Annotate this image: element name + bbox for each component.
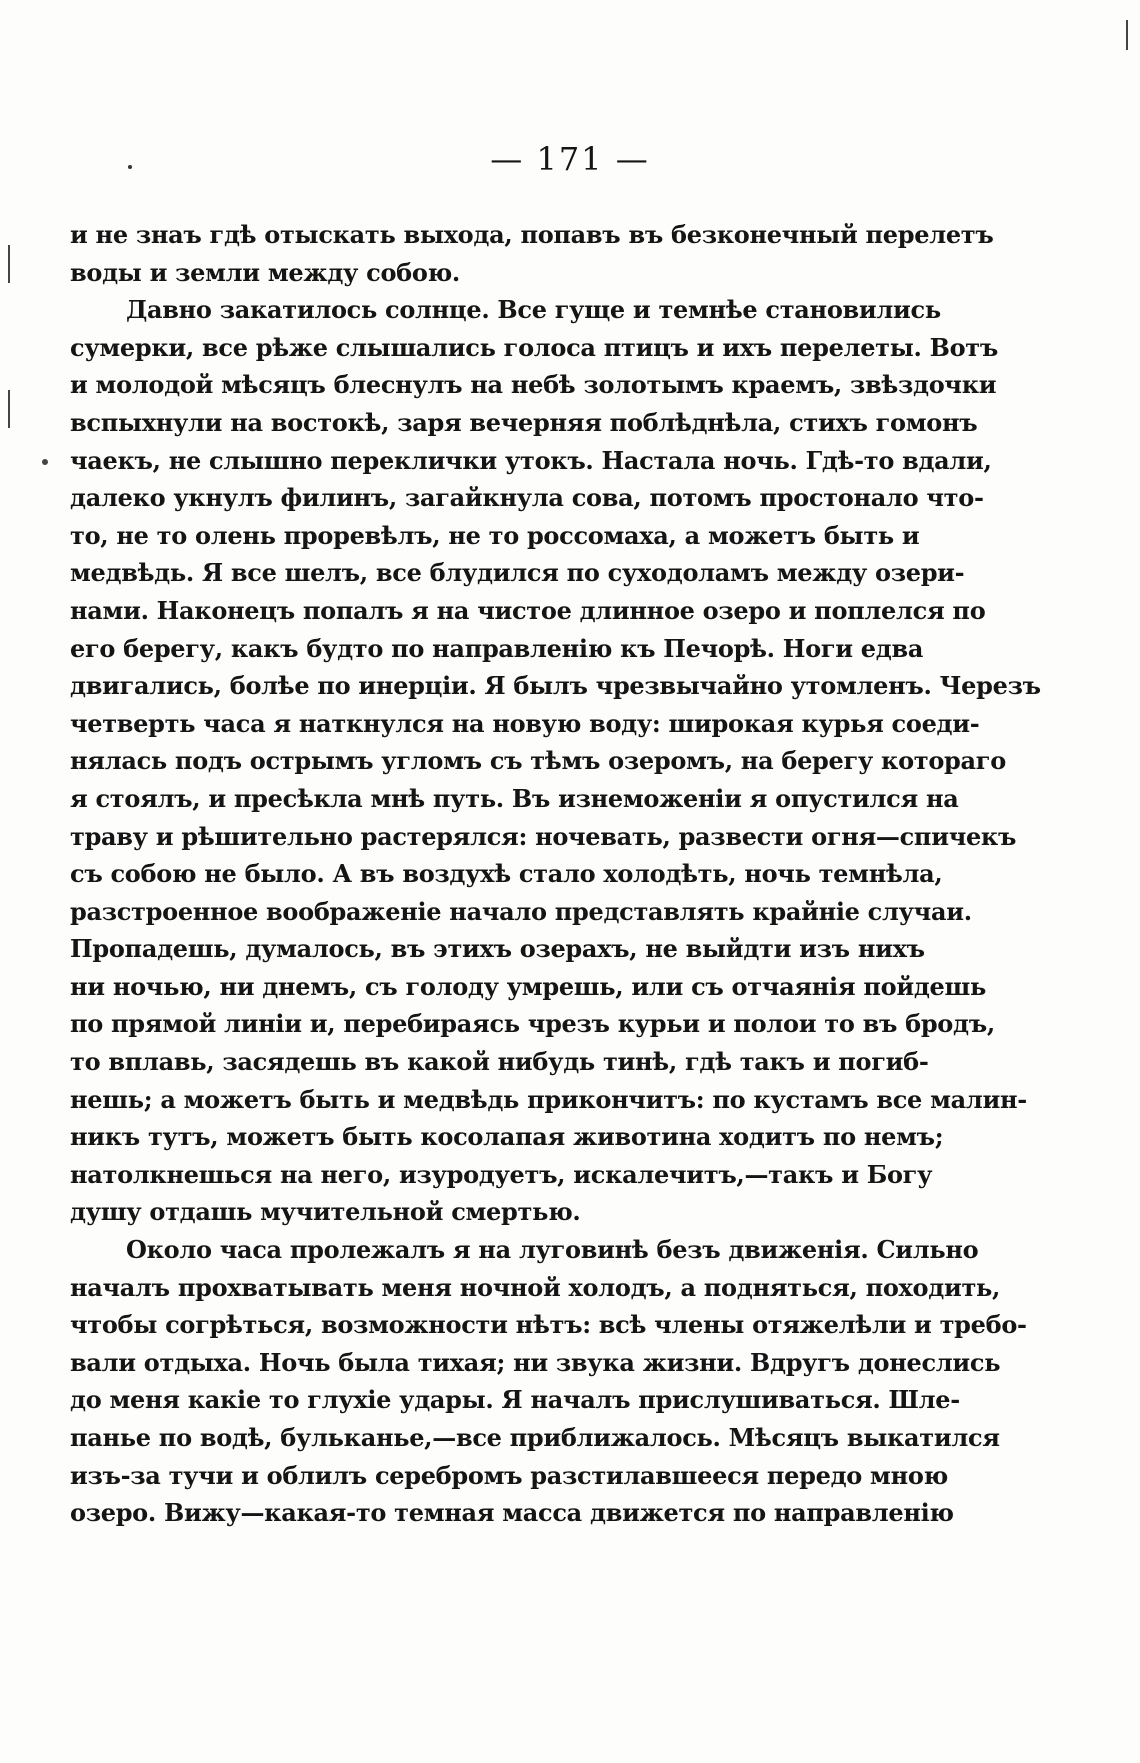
page-number: — 171 — [490, 140, 650, 178]
text-line: до меня какіе то глухіе удары. Я началъ прислушиваться. Шле- [70, 1385, 960, 1415]
text-line: съ собою не было. А въ воздухѣ стало холодѣть, ночь темнѣла, [70, 859, 943, 889]
body-text [70, 216, 1041, 1532]
text-line: и не знаъ гдѣ отыскать выхода, попавъ въ безконечный перелетъ [70, 220, 994, 249]
text-line: натолкнешься на него, изуродуетъ, искалечитъ,—такъ и Богу [70, 1159, 933, 1189]
text-line: вали отдыха. Ночь была тихая; ни звука жизни. Вдругъ донеслись [70, 1347, 1001, 1377]
text-line: воды и земли между собою. [70, 257, 460, 287]
text-line: Давно закатилось солнце. Все гуще и темнѣе становились [126, 295, 941, 325]
text-line: вспыхнули на востокѣ, заря вечерняя поблѣднѣла, стихъ гомонъ [70, 407, 978, 437]
margin-mark-bullet [42, 459, 48, 465]
text-line: я стоялъ, и пресѣкла мнѣ путь. Въ изнеможеніи я опустился на [70, 783, 959, 813]
text-line: медвѣдь. Я все шелъ, все блудился по суходоламъ между озери- [70, 558, 965, 588]
text-line: то вплавь, засядешь въ какой нибудь тинѣ, гдѣ такъ и погиб- [70, 1047, 929, 1077]
margin-mark-left-middle [8, 390, 10, 428]
text-line: далеко укнулъ филинъ, загайкнула сова, потомъ простонало что- [70, 483, 984, 513]
text-line: озеро. Вижу—какая-то темная масса движется по направленію [70, 1498, 954, 1528]
text-line: и молодой мѣсяцъ блеснулъ на небѣ золотымъ краемъ, звѣздочки [70, 370, 997, 400]
text-line: Около часа пролежалъ я на луговинѣ безъ движенія. Сильно [126, 1235, 979, 1265]
text-line: Пропадешь, думалось, въ этихъ озерахъ, не выйдти изъ нихъ [70, 934, 925, 964]
text-line: никъ тутъ, можетъ быть косолапая животина ходитъ по немъ; [70, 1122, 944, 1152]
text-line: нешь; а можетъ быть и медвѣдь прикончитъ: по кустамъ все малин- [70, 1084, 1027, 1114]
text-line: началъ прохватывать меня ночной холодъ, а подняться, походить, [70, 1272, 1001, 1302]
text-line: траву и рѣшительно растерялся: ночевать, развести огня—спичекъ [70, 821, 1017, 851]
text-line: нялась подъ острымъ угломъ съ тѣмъ озеромъ, на берегу котораго [70, 746, 1006, 776]
text-line: то, не то олень проревѣлъ, не то россомаха, а можетъ быть и [70, 520, 920, 550]
margin-mark-left-top [8, 245, 10, 283]
text-line: двигались, болѣе по инерціи. Я былъ чрезвычайно утомленъ. Черезъ [70, 671, 1041, 701]
text-line: изъ-за тучи и облилъ серебромъ разстилавшееся передо мною [70, 1460, 948, 1490]
text-line: разстроенное воображеніе начало представлять крайніе случаи. [70, 896, 972, 926]
text-line: по прямой линіи и, перебираясь чрезъ курьи и полои то въ бродъ, [70, 1009, 995, 1039]
text-line: панье по водѣ, бульканье,—все приближалось. Мѣсяцъ выкатился [70, 1423, 1000, 1452]
text-line: душу отдашь мучительной смертью. [70, 1197, 581, 1227]
text-line: его берегу, какъ будто по направленію къ Печорѣ. Ноги едва [70, 633, 924, 663]
text-line: нами. Наконецъ попалъ я на чистое длинное озеро и поплелся по [70, 595, 986, 625]
margin-mark-right-top [1126, 20, 1128, 50]
text-line: сумерки, все рѣже слышались голоса птицъ и ихъ перелеты. Вотъ [70, 332, 998, 362]
text-line: чаекъ, не слышно переклички утокъ. Настала ночь. Гдѣ-то вдали, [70, 445, 992, 475]
text-line: ни ночью, ни днемъ, съ голоду умрешь, или съ отчаянія пойдешь [70, 971, 986, 1001]
text-line: четверть часа я наткнулся на новую воду: широкая курья соеди- [70, 708, 980, 738]
text-line: чтобы согрѣться, возможности нѣтъ: всѣ члены отяжелѣли и требо- [70, 1310, 1027, 1340]
